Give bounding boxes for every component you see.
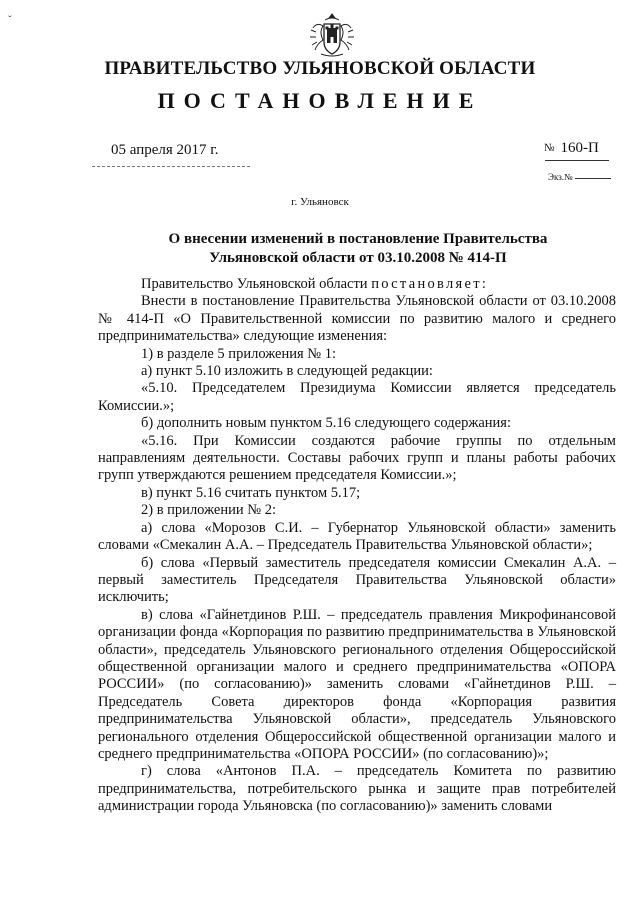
body-paragraph: 2) в приложении № 2:: [141, 502, 276, 519]
body-paragraph: б) слова «Первый заместитель председателя комиссии Смекалин А.А. – первый заместитель Председателя Правительства Ульяновской области» исключить;: [98, 554, 616, 606]
copy-underline: [575, 178, 611, 179]
copy-number: [548, 172, 611, 182]
body-paragraph: б) дополнить новым пунктом 5.16 следующего содержания:: [141, 415, 511, 432]
government-name: ПРАВИТЕЛЬСТВО УЛЬЯНОВСКОЙ ОБЛАСТИ: [104, 58, 536, 79]
document-number: 160-П: [560, 140, 599, 156]
coat-of-arms-icon: [307, 10, 357, 60]
date-underline: [92, 166, 250, 167]
body-paragraph: в) слова «Гайнетдинов Р.Ш. – председатель правления Микрофинансовой организации фонда «Корпорация по развитию предпринимательства в Ульяновской области», председатель Ульяновского регионального отделения Общероссийской общественной организации малого и среднего предпринимательства «ОПОРА РОССИИ» (по согласованию)» заменить словами «Гайнетдинов Р.Ш. – Председатель Совета директоров фонда «Корпорация развития предпринимательства Ульяновской области», председатель Ульяновского регионального отделения Общероссийской общественной организации малого и среднего предпринимательства «ОПОРА РОССИИ» (по согласованию)»;: [98, 606, 616, 762]
body-paragraph: Внести в постановление Правительства Ульяновской области от 03.10.2008 № 414-П «О Правительственной комиссии по развитию малого и среднего предпринимательства» следующие изменения:: [98, 293, 616, 345]
city: г. Ульяновск: [291, 196, 349, 208]
body-paragraph: «5.10. Председателем Президиума Комиссии является председатель Комиссии.»;: [98, 380, 616, 414]
document-number-block: [544, 140, 599, 157]
margin-mark: ˇ: [8, 14, 12, 26]
copy-label: Экз.№: [548, 172, 573, 182]
body-paragraph: а) слова «Морозов С.И. – Губернатор Ульяновской области» заменить словами «Смекалин А.А. – Председатель Правительства Ульяновской области»;: [98, 519, 616, 554]
intro-verb: постановляет:: [371, 276, 489, 292]
document-title: [0, 230, 640, 268]
body-paragraph: г) слова «Антонов П.А. – председатель Комитета по развитию предпринимательства, потребительского рынка и защите прав потребителей администрации города Ульяновска (по согласованию)» заменить словами: [98, 763, 616, 815]
intro-paragraph: [98, 276, 616, 293]
number-underline: [545, 160, 609, 161]
body-paragraph: «5.16. При Комиссии создаются рабочие группы по отдельным направлениям деятельности. Составы рабочих групп и планы работы рабочих групп утверждаются решением председателя Комиссии.»;: [98, 432, 616, 484]
number-sign: №: [544, 142, 555, 154]
document-date: 05 апреля 2017 г.: [111, 142, 219, 158]
body-paragraph: а) пункт 5.10 изложить в следующей редакции:: [141, 363, 433, 380]
document-type: ПОСТАНОВЛЕНИЕ: [157, 88, 483, 113]
title-line-2: Ульяновской области от 03.10.2008 № 414-П: [209, 250, 507, 266]
title-line-1: О внесении изменений в постановление Правительства: [168, 231, 548, 247]
document-body: [98, 276, 616, 816]
body-paragraph: в) пункт 5.16 считать пунктом 5.17;: [141, 484, 361, 501]
intro-text: Правительство Ульяновской области: [141, 276, 372, 292]
body-paragraph: 1) в разделе 5 приложения № 1:: [141, 345, 337, 362]
